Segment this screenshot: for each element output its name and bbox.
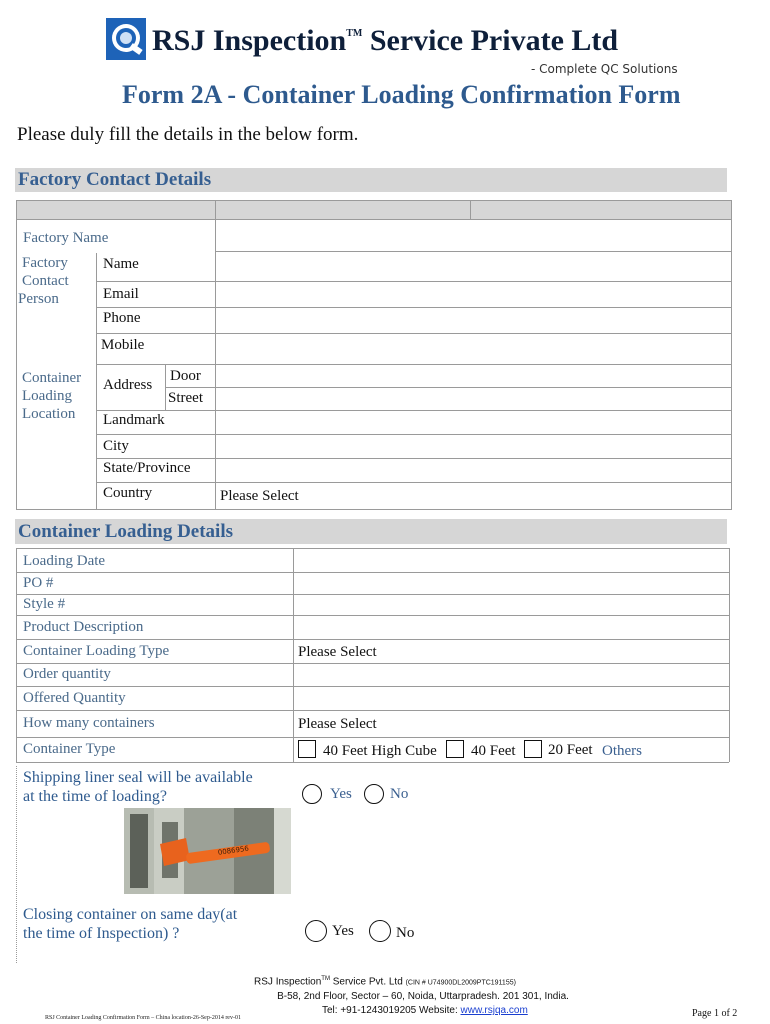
tagline: - Complete QC Solutions xyxy=(531,62,678,76)
high-cube-option: 40 Feet High Cube xyxy=(323,743,437,759)
po-input[interactable] xyxy=(295,573,728,593)
mobile-label: Mobile xyxy=(101,337,145,353)
loading-type-label: Container Loading Type xyxy=(23,643,170,659)
location-line1: Container xyxy=(22,370,82,386)
country-select[interactable]: Please Select xyxy=(220,488,299,504)
factory-section-title: Factory Contact Details xyxy=(18,169,212,190)
company-logo xyxy=(106,18,146,60)
20ft-option: 20 Feet xyxy=(548,742,593,758)
loading-type-select[interactable]: Please Select xyxy=(298,644,377,660)
location-line2: Loading xyxy=(22,388,72,404)
street-input[interactable] xyxy=(217,389,730,409)
closing-yes-radio[interactable] xyxy=(305,920,327,942)
city-label: City xyxy=(103,438,129,454)
how-many-select[interactable]: Please Select xyxy=(298,716,377,732)
closing-question-line1: Closing container on same day(at xyxy=(23,906,238,923)
closing-no-label: No xyxy=(396,925,415,941)
seal-question-line2: at the time of loading? xyxy=(23,788,167,805)
footer-contact xyxy=(322,1005,528,1016)
seal-yes-radio[interactable] xyxy=(302,784,322,804)
product-description-label: Product Description xyxy=(23,619,144,635)
street-label: Street xyxy=(168,390,203,406)
landmark-input[interactable] xyxy=(217,412,730,433)
footer-website-link[interactable]: www.rsjqa.com xyxy=(460,1005,528,1016)
page-number: Page 1 of 2 xyxy=(692,1008,738,1019)
company-name-part2: Service Private Ltd xyxy=(369,24,619,57)
footer-company-name: RSJ Inspection xyxy=(254,976,322,988)
style-label: Style # xyxy=(23,596,66,612)
closing-no-radio[interactable] xyxy=(369,920,391,942)
seal-image-text: 0086956 xyxy=(217,844,250,857)
company-name xyxy=(152,24,618,58)
container-type-label: Container Type xyxy=(23,741,116,757)
footer-cin: (CIN # U74900DL2009PTC191155) xyxy=(405,979,516,987)
form-title: Form 2A - Container Loading Confirmation Form xyxy=(122,80,681,109)
product-description-input[interactable] xyxy=(295,616,728,638)
email-label: Email xyxy=(103,286,139,302)
phone-label: Phone xyxy=(103,310,141,326)
others-option[interactable]: Others xyxy=(602,743,642,759)
city-input[interactable] xyxy=(217,436,730,457)
40ft-option: 40 Feet xyxy=(471,743,516,759)
factory-name-label: Factory Name xyxy=(23,230,109,246)
door-input[interactable] xyxy=(217,366,730,386)
container-seal-image xyxy=(124,808,291,894)
email-input[interactable] xyxy=(217,283,730,306)
footer-trademark: TM xyxy=(321,976,330,982)
footer-doc-ref: RSJ Container Loading Confirmation Form – China location-26-Sep-2014 rev-01 xyxy=(45,1015,241,1021)
closing-question xyxy=(23,905,237,943)
factory-table-header xyxy=(16,200,732,220)
location-line3: Location xyxy=(22,406,76,422)
seal-photo xyxy=(124,808,291,894)
footer-tel: Tel: +91-1243019205 Website: xyxy=(322,1005,461,1016)
mobile-input[interactable] xyxy=(217,335,730,363)
instruction-text: Please duly fill the details in the below form. xyxy=(17,124,359,145)
factory-section-header xyxy=(15,168,727,192)
offered-quantity-input[interactable] xyxy=(295,687,728,709)
name-label: Name xyxy=(103,256,139,272)
loading-section-title: Container Loading Details xyxy=(18,521,234,542)
name-input[interactable] xyxy=(217,253,730,280)
state-label: State/Province xyxy=(103,460,191,476)
container-location-label xyxy=(22,369,81,423)
door-label: Door xyxy=(170,368,201,384)
trademark: TM xyxy=(346,28,363,39)
order-quantity-input[interactable] xyxy=(295,664,728,685)
landmark-label: Landmark xyxy=(103,412,165,428)
closing-question-line2: the time of Inspection) ? xyxy=(23,925,180,942)
footer-company xyxy=(0,976,770,987)
state-input[interactable] xyxy=(217,460,730,481)
footer-company-rest: Service Pvt. Ltd xyxy=(329,976,403,988)
contact-person-line1: Factory xyxy=(22,255,68,271)
loading-section-header xyxy=(15,519,727,544)
20ft-checkbox[interactable] xyxy=(524,740,542,758)
factory-name-input[interactable] xyxy=(217,221,730,250)
contact-person-label xyxy=(18,254,69,308)
footer-address: B-58, 2nd Floor, Sector – 60, Noida, Uttarpradesh. 201 301, India. xyxy=(277,991,569,1002)
contact-person-line2: Contact xyxy=(22,273,69,289)
loading-date-input[interactable] xyxy=(295,549,728,571)
style-input[interactable] xyxy=(295,595,728,614)
contact-person-line3: Person xyxy=(18,291,59,307)
high-cube-checkbox[interactable] xyxy=(298,740,316,758)
company-name-part1: RSJ Inspection xyxy=(152,24,347,57)
address-label: Address xyxy=(103,377,153,393)
po-label: PO # xyxy=(23,575,54,591)
seal-no-radio[interactable] xyxy=(364,784,384,804)
order-quantity-label: Order quantity xyxy=(23,666,111,682)
q-lens-logo-icon xyxy=(106,18,146,60)
closing-yes-label: Yes xyxy=(332,923,354,939)
seal-yes-label: Yes xyxy=(330,786,352,802)
how-many-label: How many containers xyxy=(23,715,155,731)
country-label: Country xyxy=(103,485,153,501)
phone-input[interactable] xyxy=(217,309,730,332)
40ft-checkbox[interactable] xyxy=(446,740,464,758)
seal-question-line1: Shipping liner seal will be available xyxy=(23,769,253,786)
seal-question xyxy=(23,768,253,806)
offered-quantity-label: Offered Quantity xyxy=(23,690,126,706)
seal-no-label: No xyxy=(390,786,409,802)
loading-date-label: Loading Date xyxy=(23,553,106,569)
